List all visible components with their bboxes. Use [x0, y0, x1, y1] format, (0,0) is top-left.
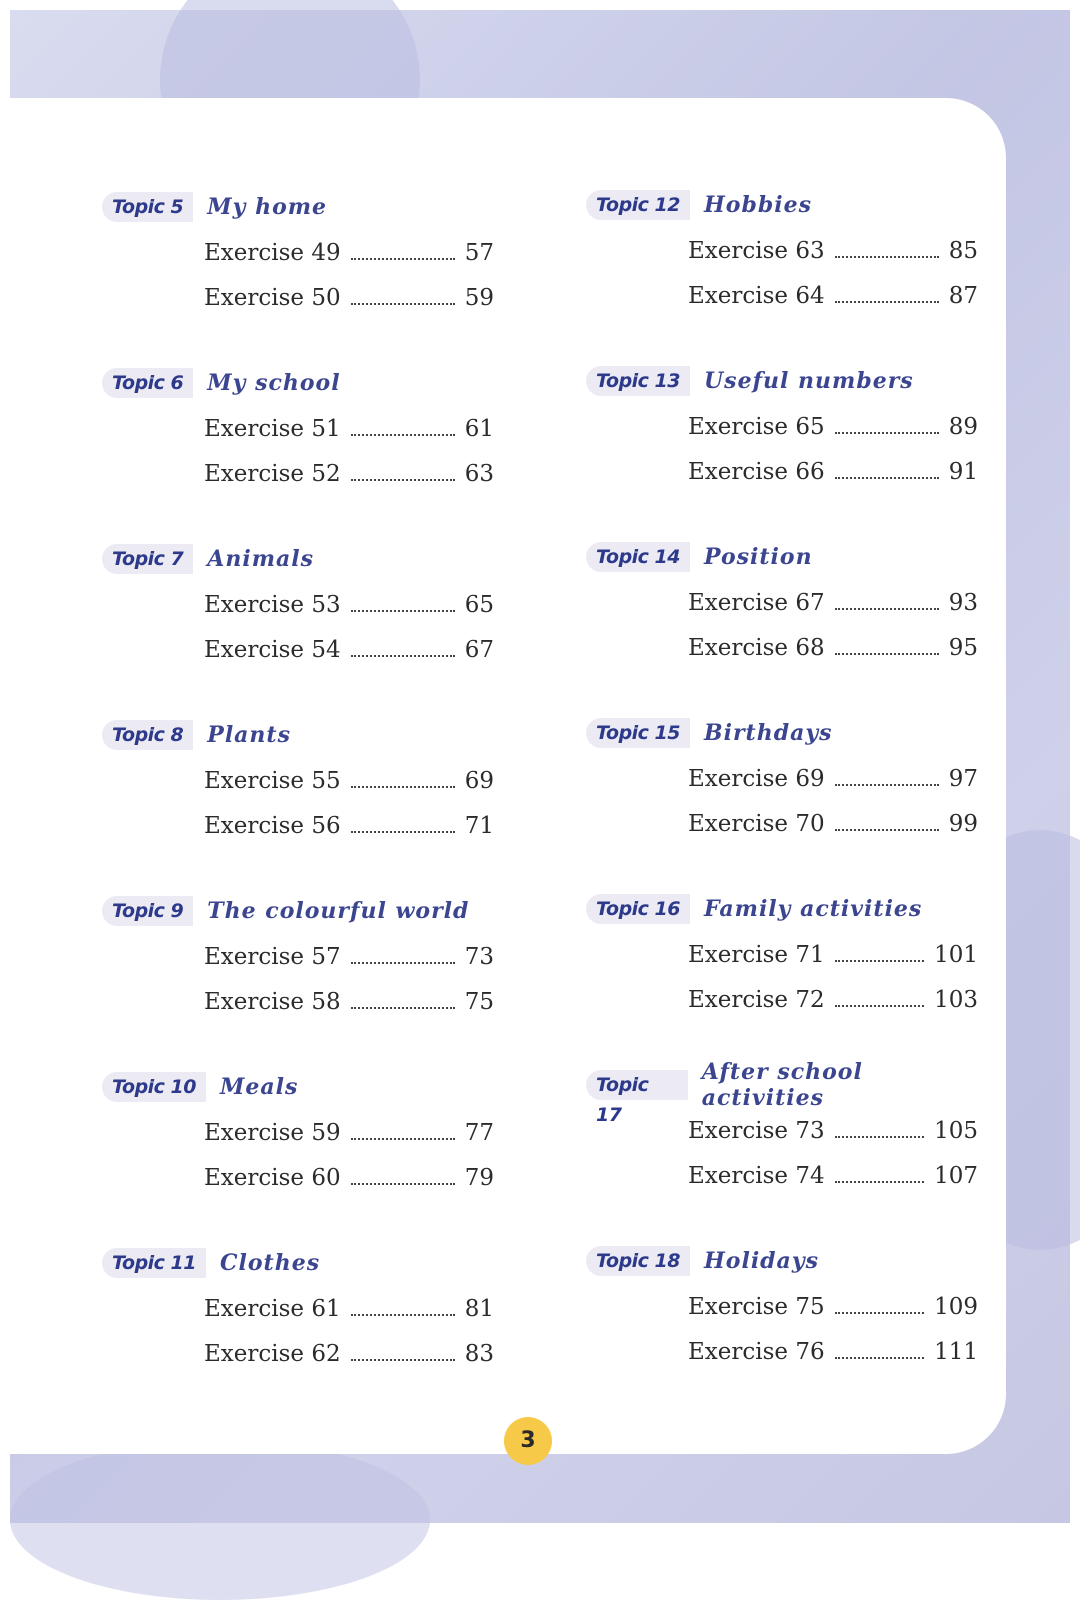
- dot-leader: [835, 1181, 924, 1183]
- exercise-page-number: 75: [464, 989, 494, 1015]
- exercise-entry[interactable]: [688, 1114, 978, 1148]
- exercise-label: Exercise 72: [688, 987, 825, 1013]
- dot-leader: [351, 434, 455, 436]
- topic-header: [586, 1244, 819, 1278]
- dot-leader: [351, 610, 455, 612]
- topic-title[interactable]: Holidays: [704, 1248, 819, 1274]
- exercise-label: Exercise 54: [204, 637, 341, 663]
- exercise-label: Exercise 71: [688, 942, 825, 968]
- topic-badge: Topic 6: [102, 368, 193, 398]
- exercise-page-number: 77: [464, 1120, 494, 1146]
- dot-leader: [351, 962, 455, 964]
- exercise-page-number: 81: [464, 1296, 494, 1322]
- dot-leader: [351, 479, 455, 481]
- exercise-page-number: 95: [948, 635, 978, 661]
- dot-leader: [835, 1136, 924, 1138]
- exercise-label: Exercise 65: [688, 414, 825, 440]
- exercise-entry[interactable]: [204, 985, 494, 1019]
- exercise-label: Exercise 58: [204, 989, 341, 1015]
- topic-badge: Topic 5: [102, 192, 193, 222]
- topic-badge: Topic 8: [102, 720, 193, 750]
- exercise-entry[interactable]: [688, 631, 978, 665]
- dot-leader: [351, 831, 455, 833]
- exercise-label: Exercise 63: [688, 238, 825, 264]
- topic-header: [586, 892, 922, 926]
- topic-header: [586, 364, 914, 398]
- dot-leader: [835, 829, 939, 831]
- exercise-label: Exercise 68: [688, 635, 825, 661]
- topic-header: [102, 1246, 320, 1280]
- exercise-page-number: 67: [464, 637, 494, 663]
- topic-title[interactable]: Birthdays: [704, 720, 833, 746]
- topic-header: [102, 718, 291, 752]
- exercise-label: Exercise 56: [204, 813, 341, 839]
- exercise-entry[interactable]: [204, 633, 494, 667]
- exercise-entry[interactable]: [204, 281, 494, 315]
- exercise-page-number: 107: [934, 1163, 978, 1189]
- dot-leader: [835, 1357, 924, 1359]
- exercise-entry[interactable]: [688, 938, 978, 972]
- dot-leader: [351, 1359, 455, 1361]
- exercise-page-number: 87: [948, 283, 978, 309]
- exercise-page-number: 83: [464, 1341, 494, 1367]
- dot-leader: [351, 786, 455, 788]
- topic-title[interactable]: The colourful world: [207, 898, 470, 924]
- exercise-entry[interactable]: [204, 1292, 494, 1326]
- topic-title[interactable]: Plants: [207, 722, 291, 748]
- exercise-label: Exercise 52: [204, 461, 341, 487]
- exercise-page-number: 97: [948, 766, 978, 792]
- exercise-entry[interactable]: [688, 279, 978, 313]
- topic-badge: Topic 13: [586, 366, 690, 396]
- dot-leader: [351, 303, 455, 305]
- exercise-entry[interactable]: [204, 1116, 494, 1150]
- exercise-entry[interactable]: [688, 807, 978, 841]
- exercise-label: Exercise 67: [688, 590, 825, 616]
- exercise-entry[interactable]: [688, 234, 978, 268]
- background-shape: [10, 1440, 430, 1600]
- dot-leader: [835, 784, 939, 786]
- topic-header: [102, 366, 341, 400]
- exercise-page-number: 65: [464, 592, 494, 618]
- exercise-entry[interactable]: [204, 1161, 494, 1195]
- topic-title[interactable]: Family activities: [704, 896, 923, 922]
- exercise-page-number: 73: [464, 944, 494, 970]
- dot-leader: [835, 477, 939, 479]
- exercise-entry[interactable]: [688, 983, 978, 1017]
- exercise-page-number: 101: [934, 942, 978, 968]
- exercise-entry[interactable]: [204, 940, 494, 974]
- dot-leader: [835, 653, 939, 655]
- exercise-page-number: 111: [934, 1339, 978, 1365]
- dot-leader: [835, 608, 939, 610]
- exercise-page-number: 85: [948, 238, 978, 264]
- exercise-page-number: 99: [948, 811, 978, 837]
- exercise-entry[interactable]: [204, 764, 494, 798]
- exercise-page-number: 91: [948, 459, 978, 485]
- topic-header: [586, 716, 833, 750]
- exercise-label: Exercise 75: [688, 1294, 825, 1320]
- exercise-entry[interactable]: [688, 410, 978, 444]
- topic-header: [586, 540, 813, 574]
- exercise-entry[interactable]: [204, 588, 494, 622]
- exercise-label: Exercise 66: [688, 459, 825, 485]
- exercise-entry[interactable]: [688, 1159, 978, 1193]
- exercise-page-number: 63: [464, 461, 494, 487]
- exercise-page-number: 103: [934, 987, 978, 1013]
- exercise-label: Exercise 53: [204, 592, 341, 618]
- exercise-page-number: 71: [464, 813, 494, 839]
- contents-card: [10, 98, 1006, 1454]
- exercise-entry[interactable]: [204, 236, 494, 270]
- exercise-page-number: 61: [464, 416, 494, 442]
- exercise-page-number: 93: [948, 590, 978, 616]
- exercise-label: Exercise 70: [688, 811, 825, 837]
- exercise-label: Exercise 59: [204, 1120, 341, 1146]
- topic-header: [102, 894, 469, 928]
- exercise-label: Exercise 49: [204, 240, 341, 266]
- topic-badge: Topic 15: [586, 718, 690, 748]
- topic-badge: Topic 18: [586, 1246, 690, 1276]
- exercise-entry[interactable]: [204, 412, 494, 446]
- page-number: 3: [504, 1417, 552, 1465]
- exercise-entry[interactable]: [204, 1337, 494, 1371]
- dot-leader: [835, 432, 939, 434]
- topic-title[interactable]: My school: [207, 370, 341, 396]
- exercise-label: Exercise 76: [688, 1339, 825, 1365]
- dot-leader: [835, 960, 924, 962]
- topic-badge: Topic 12: [586, 190, 690, 220]
- exercise-entry[interactable]: [688, 455, 978, 489]
- topic-badge: Topic 17: [586, 1070, 688, 1100]
- topic-badge: Topic 9: [102, 896, 193, 926]
- exercise-label: Exercise 55: [204, 768, 341, 794]
- dot-leader: [351, 258, 455, 260]
- dot-leader: [835, 256, 939, 258]
- dot-leader: [351, 1183, 455, 1185]
- exercise-page-number: 59: [464, 285, 494, 311]
- topic-header: [102, 1070, 298, 1104]
- exercise-entry[interactable]: [688, 1335, 978, 1369]
- exercise-entry[interactable]: [204, 457, 494, 491]
- exercise-label: Exercise 62: [204, 1341, 341, 1367]
- topic-title[interactable]: Hobbies: [704, 192, 812, 218]
- exercise-entry[interactable]: [688, 762, 978, 796]
- topic-header: [102, 190, 327, 224]
- exercise-label: Exercise 61: [204, 1296, 341, 1322]
- topic-header: [586, 188, 812, 222]
- exercise-label: Exercise 60: [204, 1165, 341, 1191]
- dot-leader: [351, 1007, 455, 1009]
- topic-title[interactable]: After school activities: [701, 1059, 863, 1111]
- exercise-page-number: 69: [464, 768, 494, 794]
- topic-header: [102, 542, 314, 576]
- topic-header: [586, 1059, 986, 1126]
- topic-title[interactable]: Animals: [207, 546, 314, 572]
- topic-badge: Topic 7: [102, 544, 193, 574]
- topic-badge: Topic 11: [102, 1248, 206, 1278]
- topic-title[interactable]: Useful numbers: [704, 368, 914, 394]
- exercise-page-number: 109: [934, 1294, 978, 1320]
- topic-badge: Topic 10: [102, 1072, 206, 1102]
- exercise-label: Exercise 69: [688, 766, 825, 792]
- dot-leader: [835, 1005, 924, 1007]
- topic-badge: Topic 14: [586, 542, 690, 572]
- exercise-label: Exercise 74: [688, 1163, 825, 1189]
- topic-title[interactable]: My home: [207, 194, 328, 220]
- exercise-label: Exercise 73: [688, 1118, 825, 1144]
- exercise-label: Exercise 64: [688, 283, 825, 309]
- dot-leader: [351, 1314, 455, 1316]
- dot-leader: [351, 1138, 455, 1140]
- exercise-label: Exercise 50: [204, 285, 341, 311]
- exercise-label: Exercise 57: [204, 944, 341, 970]
- exercise-page-number: 57: [464, 240, 494, 266]
- exercise-page-number: 89: [948, 414, 978, 440]
- exercise-entry[interactable]: [688, 586, 978, 620]
- dot-leader: [835, 1312, 924, 1314]
- topic-badge: Topic 16: [586, 894, 690, 924]
- topic-title[interactable]: Meals: [220, 1074, 299, 1100]
- exercise-page-number: 79: [464, 1165, 494, 1191]
- dot-leader: [835, 301, 939, 303]
- exercise-page-number: 105: [934, 1118, 978, 1144]
- topic-title[interactable]: Position: [704, 544, 813, 570]
- dot-leader: [351, 655, 455, 657]
- exercise-entry[interactable]: [204, 809, 494, 843]
- exercise-entry[interactable]: [688, 1290, 978, 1324]
- exercise-label: Exercise 51: [204, 416, 341, 442]
- topic-title[interactable]: Clothes: [220, 1250, 321, 1276]
